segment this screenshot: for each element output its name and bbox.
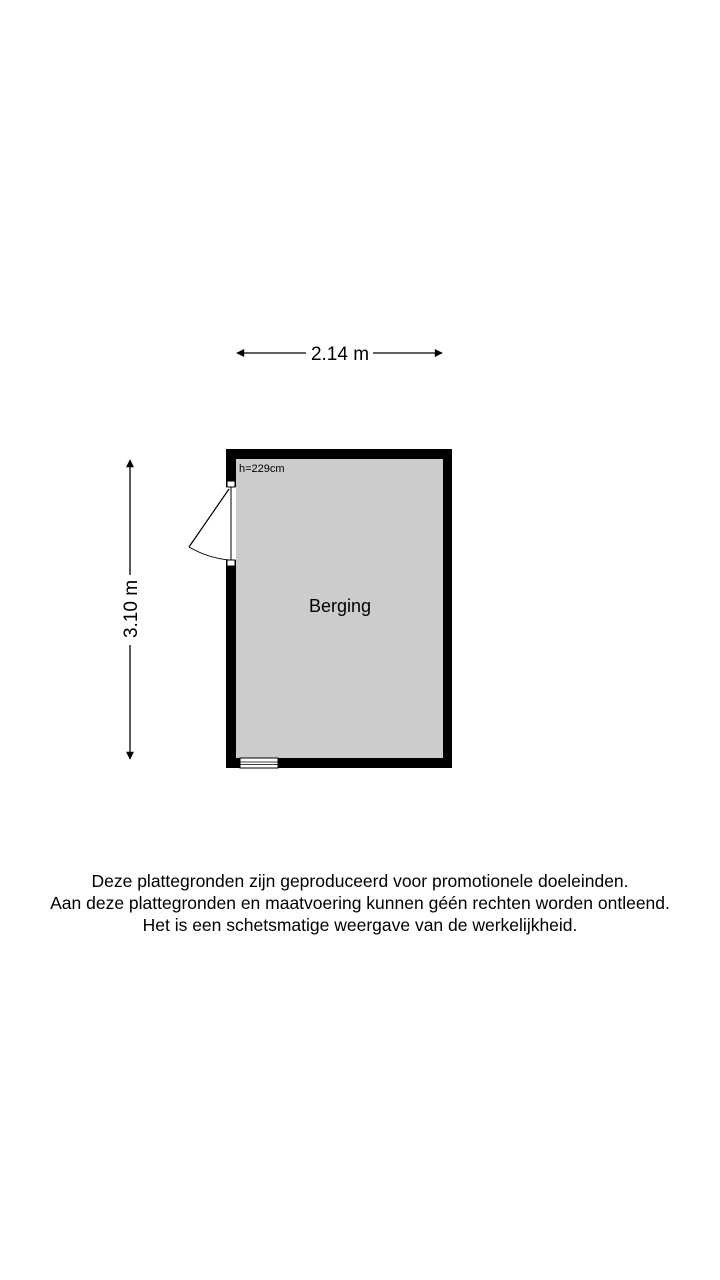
door-swing-arc <box>189 547 229 560</box>
door-jamb-bottom <box>227 560 235 566</box>
room-berging <box>189 449 452 768</box>
disclaimer-line-3: Het is een schetsmatige weergave van de werkelijkheid. <box>142 915 578 935</box>
ceiling-height-label: h=229cm <box>239 463 285 475</box>
door-jamb-top <box>227 481 235 487</box>
door-leaf <box>189 489 229 547</box>
disclaimer-line-1: Deze plattegronden zijn geproduceerd voor promotionele doeleinden. <box>91 871 629 891</box>
depth-dimension-label: 3.10 m <box>121 579 142 639</box>
disclaimer <box>0 870 720 936</box>
window <box>240 758 278 768</box>
disclaimer-line-2: Aan deze plattegronden en maatvoering kunnen géén rechten worden ontleend. <box>50 893 670 913</box>
width-dimension-label: 2.14 m <box>310 344 370 365</box>
width-dimension <box>237 344 442 365</box>
depth-dimension <box>121 460 142 759</box>
room-name-label: Berging <box>308 596 372 616</box>
